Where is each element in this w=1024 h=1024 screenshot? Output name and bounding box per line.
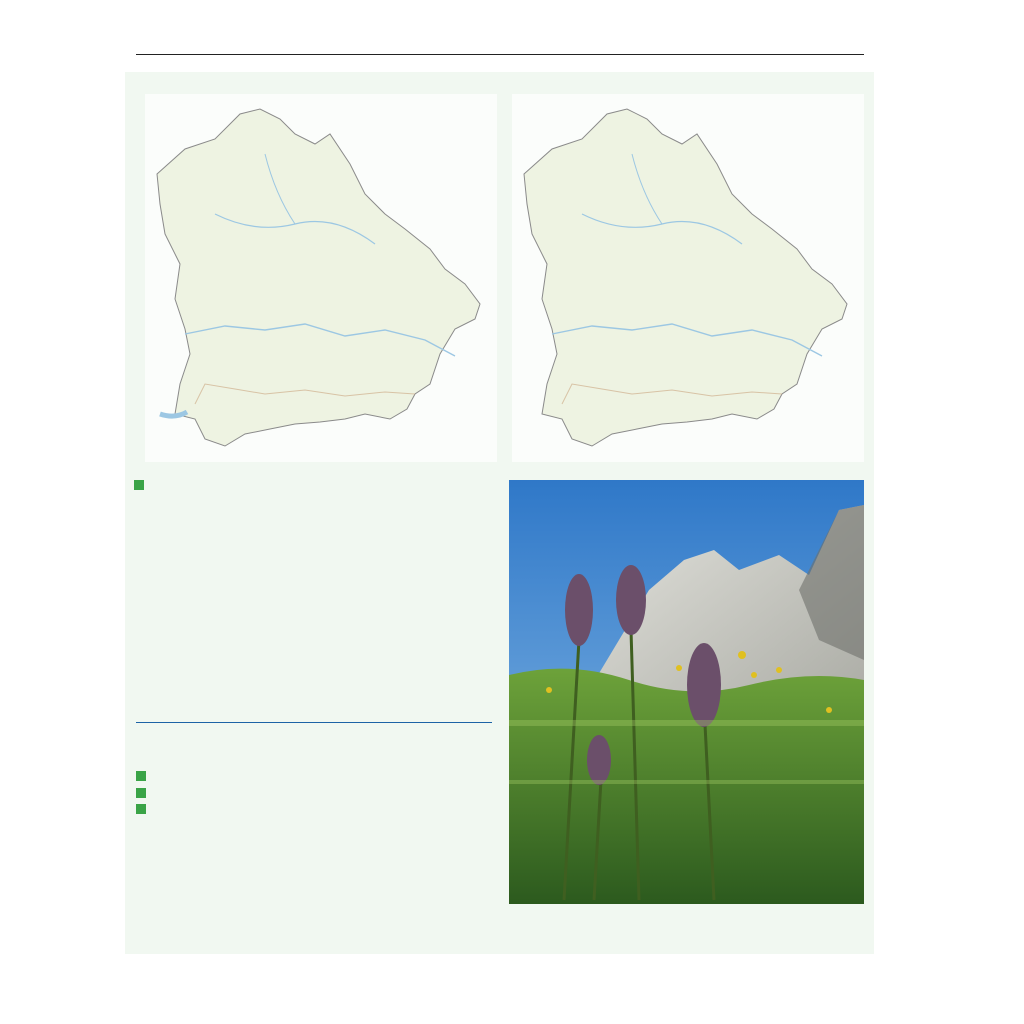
distribution-paragraph	[136, 787, 492, 804]
header-rule	[136, 54, 864, 55]
map-graphic	[512, 94, 864, 462]
distribution-map-phleum-alpinum	[145, 94, 497, 462]
g-tag	[134, 480, 144, 490]
threat-paragraph	[136, 803, 492, 820]
species-description	[136, 770, 492, 820]
habitat-paragraph	[136, 770, 492, 787]
distribution-map-phleum-rhaeticum	[512, 94, 864, 462]
intro-text	[134, 480, 492, 495]
map-graphic	[145, 94, 497, 462]
species-rule	[136, 722, 492, 723]
species-photo	[509, 480, 864, 904]
threat-status-paragraph	[134, 480, 492, 495]
